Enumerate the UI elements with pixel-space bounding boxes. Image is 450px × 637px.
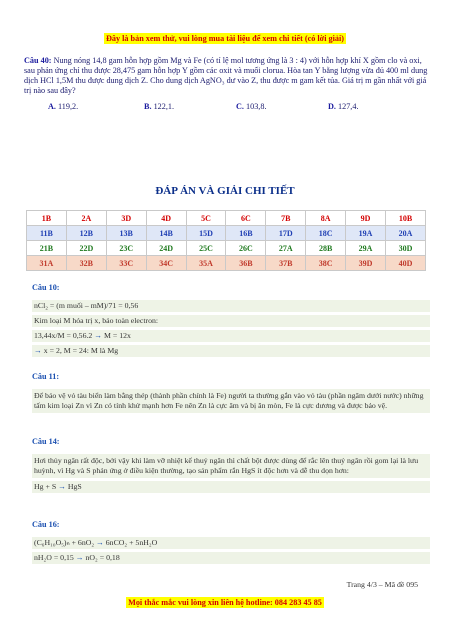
solution-14-reaction-a: Hg + S [34, 482, 59, 491]
option-c-key: C. [236, 102, 244, 111]
answers-title: ĐÁP ÁN VÀ GIẢI CHI TIẾT [155, 185, 295, 197]
arrow-icon: → [34, 346, 42, 355]
answer-cell: 11B [27, 226, 67, 241]
arrow-icon: → [94, 331, 103, 340]
solution-14-heading: Câu 14: [32, 437, 60, 446]
answer-row [27, 211, 426, 226]
option-d [328, 102, 358, 111]
solution-10-line-2: Kim loại M hóa trị x, bảo toàn electron: [32, 315, 430, 327]
preview-banner-text: Đây là bản xem thử, vui lòng mua tài liệu để xem chi tiết (có lời giải) [105, 34, 344, 43]
preview-banner [0, 28, 450, 46]
answer-cell: 24D [146, 241, 186, 256]
solution-14-reaction-c: HgS [65, 482, 82, 491]
answer-cell: 31A [27, 256, 67, 271]
answer-cell: 32B [66, 256, 106, 271]
answer-cell: 3D [106, 211, 146, 226]
page-number: Trang 4/3 – Mã đề 095 [346, 580, 418, 589]
solution-10-line-1: nCl₂ = (m muối – mM)/71 = 0,56 [32, 300, 430, 312]
option-a-key: A. [48, 102, 56, 111]
solution-14 [32, 437, 430, 496]
solution-10-heading: Câu 10: [32, 283, 60, 292]
answer-row [27, 226, 426, 241]
solution-16-line-2-a: nH₂O = 0,15 [34, 553, 76, 562]
option-a-value: 119,2. [55, 102, 79, 111]
option-a [48, 102, 78, 111]
answer-cell: 1B [27, 211, 67, 226]
answer-cell: 25C [186, 241, 226, 256]
solution-11-heading: Câu 11: [32, 372, 60, 381]
answer-cell: 14B [146, 226, 186, 241]
option-b-value: 122,1. [151, 102, 175, 111]
solution-10-line-3-c: M = 12x [102, 331, 131, 340]
option-b [144, 102, 174, 111]
answer-cell: 7B [266, 211, 306, 226]
option-c [236, 102, 266, 111]
solution-14-reaction [32, 481, 430, 493]
answer-cell: 34C [146, 256, 186, 271]
solution-10-line-4-b: x = 2, M = 24: M là Mg [41, 346, 119, 355]
answer-cell: 33C [106, 256, 146, 271]
solution-10 [32, 283, 430, 360]
answer-cell: 27A [266, 241, 306, 256]
solution-10-line-3 [32, 330, 430, 342]
arrow-icon: → [58, 482, 66, 491]
solution-10-line-3-a: 13,44x/M = 0,56.2 [34, 331, 95, 340]
answer-cell: 37B [266, 256, 306, 271]
hotline-footer [0, 592, 450, 610]
answer-cell: 5C [186, 211, 226, 226]
solution-10-line-4 [32, 345, 430, 357]
answer-row [27, 241, 426, 256]
answer-cell: 15D [186, 226, 226, 241]
answer-cell: 40D [386, 256, 426, 271]
solution-14-text: Hơi thủy ngân rất độc, bởi vậy khi làm vỡ nhiệt kế thuỷ ngân thì chất bột được dùng để rắc lên thuỷ ngân rồi gom lại là lưu huỳnh, vì Hg và S phản ứng ở điều kiện thường, tạo sản phẩm rắn HgS ít độc hơn và dễ thu dọn hơn: [32, 454, 430, 478]
option-b-key: B. [144, 102, 152, 111]
answer-cell: 12B [66, 226, 106, 241]
solution-16-line-1-c: 6nCO₂ + 5nH₂O [103, 538, 158, 547]
answer-cell: 4D [146, 211, 186, 226]
question-40-text: Nung nóng 14,8 gam hỗn hợp gồm Mg và Fe (có tỉ lệ mol tương ứng là 3 : 4) với hỗn hợp khí X gồm clo và oxi, sau phản ứng chỉ thu được 28,475 gam hỗn hợp Y gồm các oxit và muối clorua. Hòa tan Y bằng lượng vừa đủ 400 ml dung dịch HCl 1,5M thu được dung dịch Z. Cho dung dịch AgNO₃ dư vào Z, thu được m gam kết tủa. Giá trị m gần nhất với giá trị nào sau đây? [24, 56, 428, 95]
answer-cell: 8A [306, 211, 346, 226]
option-d-value: 127,4. [335, 102, 359, 111]
solution-16-line-2-c: nO₂ = 0,18 [83, 553, 120, 562]
question-40 [24, 56, 429, 96]
answer-cell: 17D [266, 226, 306, 241]
option-c-value: 103,8. [243, 102, 267, 111]
hotline-text: Mọi thắc mắc vui lòng xin liên hệ hotline: 084 283 45 85 [128, 598, 322, 607]
solution-16-line-1 [32, 537, 430, 549]
answer-cell: 22D [66, 241, 106, 256]
answer-cell: 26C [226, 241, 266, 256]
answer-table [26, 210, 426, 271]
answer-cell: 21B [27, 241, 67, 256]
answer-cell: 18C [306, 226, 346, 241]
answer-cell: 2A [66, 211, 106, 226]
question-40-label: Câu 40: [24, 56, 52, 65]
solution-16 [32, 520, 430, 567]
solution-11-text: Để bảo vệ vỏ tàu biển làm bằng thép (thành phần chính là Fe) người ta thường gắn vào vỏ tàu (phần ngâm dưới nước) những tấm kim loại Zn vì Zn có tính khử mạnh hơn Fe nên Zn là cực âm và bị ăn mòn, Fe là cực dương và được bảo vệ. [32, 389, 430, 413]
answer-cell: 10B [386, 211, 426, 226]
solution-11 [32, 372, 430, 413]
answer-cell: 39D [346, 256, 386, 271]
option-d-key: D. [328, 102, 336, 111]
answer-row [27, 256, 426, 271]
answer-cell: 19A [346, 226, 386, 241]
answer-cell: 29A [346, 241, 386, 256]
answer-cell: 36B [226, 256, 266, 271]
answer-cell: 35A [186, 256, 226, 271]
answer-cell: 38C [306, 256, 346, 271]
answer-cell: 16B [226, 226, 266, 241]
solution-16-heading: Câu 16: [32, 520, 60, 529]
answer-cell: 28B [306, 241, 346, 256]
answer-cell: 13B [106, 226, 146, 241]
answer-cell: 30D [386, 241, 426, 256]
answer-cell: 23C [106, 241, 146, 256]
solution-16-line-2 [32, 552, 430, 564]
answer-cell: 6C [226, 211, 266, 226]
answer-cell: 9D [346, 211, 386, 226]
answer-cell: 20A [386, 226, 426, 241]
arrow-icon: → [75, 553, 84, 562]
arrow-icon: → [96, 538, 104, 547]
solution-16-line-1-a: (C₆H₁₀O₅)ₙ + 6nO₂ [34, 538, 97, 547]
